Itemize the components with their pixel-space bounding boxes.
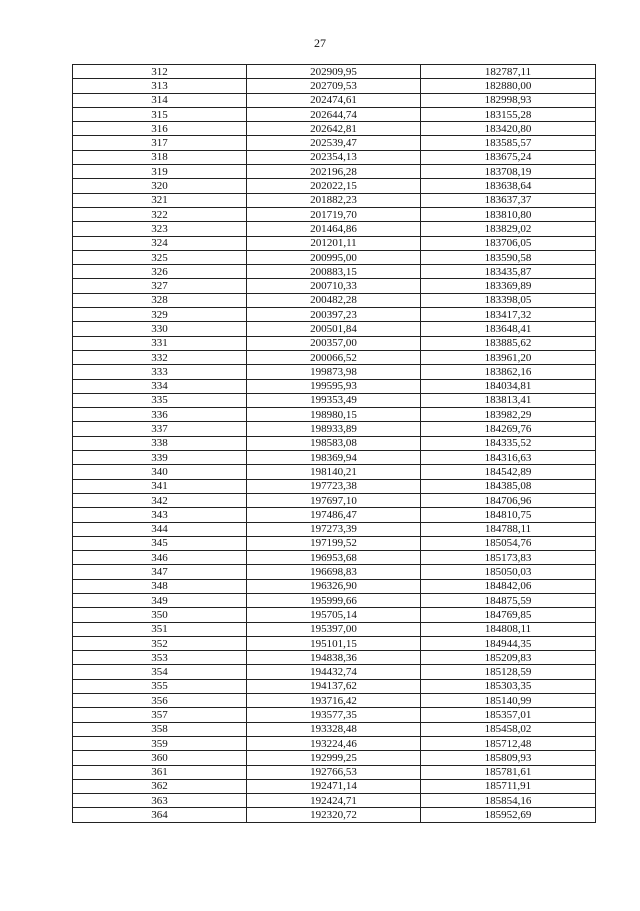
table-row: [73, 579, 596, 593]
table-row: [73, 393, 596, 407]
x-coordinate-cell: 201464,86: [247, 222, 421, 236]
point-number-cell: 331: [73, 336, 247, 350]
x-coordinate-cell: 202539,47: [247, 136, 421, 150]
point-number-cell: 363: [73, 794, 247, 808]
table-row: [73, 651, 596, 665]
table-row: [73, 207, 596, 221]
x-coordinate-cell: 194137,62: [247, 679, 421, 693]
table-row: [73, 679, 596, 693]
y-coordinate-cell: 185140,99: [421, 694, 596, 708]
point-number-cell: 336: [73, 408, 247, 422]
point-number-cell: 361: [73, 765, 247, 779]
point-number-cell: 350: [73, 608, 247, 622]
table-row: [73, 508, 596, 522]
table-row: [73, 308, 596, 322]
table-row: [73, 379, 596, 393]
table-row: [73, 150, 596, 164]
y-coordinate-cell: 183813,41: [421, 393, 596, 407]
y-coordinate-cell: 183435,87: [421, 265, 596, 279]
table-row: [73, 751, 596, 765]
point-number-cell: 323: [73, 222, 247, 236]
x-coordinate-cell: 201719,70: [247, 207, 421, 221]
point-number-cell: 349: [73, 593, 247, 607]
point-number-cell: 351: [73, 622, 247, 636]
table-row: [73, 107, 596, 121]
point-number-cell: 360: [73, 751, 247, 765]
x-coordinate-cell: 194838,36: [247, 651, 421, 665]
x-coordinate-cell: 192424,71: [247, 794, 421, 808]
x-coordinate-cell: 194432,74: [247, 665, 421, 679]
x-coordinate-cell: 198933,89: [247, 422, 421, 436]
x-coordinate-cell: 195999,66: [247, 593, 421, 607]
y-coordinate-cell: 183829,02: [421, 222, 596, 236]
table-row: [73, 665, 596, 679]
y-coordinate-cell: 183675,24: [421, 150, 596, 164]
table-row: [73, 722, 596, 736]
x-coordinate-cell: 195397,00: [247, 622, 421, 636]
point-number-cell: 339: [73, 451, 247, 465]
y-coordinate-cell: 183638,64: [421, 179, 596, 193]
table-row: [73, 694, 596, 708]
point-number-cell: 359: [73, 736, 247, 750]
x-coordinate-cell: 199595,93: [247, 379, 421, 393]
table-row: [73, 365, 596, 379]
y-coordinate-cell: 183369,89: [421, 279, 596, 293]
point-number-cell: 357: [73, 708, 247, 722]
table-row: [73, 493, 596, 507]
y-coordinate-cell: 183648,41: [421, 322, 596, 336]
point-number-cell: 315: [73, 107, 247, 121]
point-number-cell: 321: [73, 193, 247, 207]
x-coordinate-cell: 196953,68: [247, 551, 421, 565]
point-number-cell: 325: [73, 250, 247, 264]
x-coordinate-cell: 193716,42: [247, 694, 421, 708]
point-number-cell: 358: [73, 722, 247, 736]
y-coordinate-cell: 183862,16: [421, 365, 596, 379]
y-coordinate-cell: 185173,83: [421, 551, 596, 565]
x-coordinate-cell: 200883,15: [247, 265, 421, 279]
y-coordinate-cell: 184316,63: [421, 451, 596, 465]
y-coordinate-cell: 184808,11: [421, 622, 596, 636]
point-number-cell: 356: [73, 694, 247, 708]
y-coordinate-cell: 182787,11: [421, 65, 596, 79]
point-number-cell: 324: [73, 236, 247, 250]
point-number-cell: 345: [73, 536, 247, 550]
x-coordinate-cell: 193577,35: [247, 708, 421, 722]
point-number-cell: 344: [73, 522, 247, 536]
table-row: [73, 336, 596, 350]
table-row: [73, 322, 596, 336]
y-coordinate-cell: 183637,37: [421, 193, 596, 207]
table-row: [73, 79, 596, 93]
coordinates-table: [72, 64, 596, 823]
x-coordinate-cell: 199873,98: [247, 365, 421, 379]
y-coordinate-cell: 184385,08: [421, 479, 596, 493]
x-coordinate-cell: 198140,21: [247, 465, 421, 479]
x-coordinate-cell: 197723,38: [247, 479, 421, 493]
point-number-cell: 313: [73, 79, 247, 93]
table-row: [73, 265, 596, 279]
x-coordinate-cell: 202196,28: [247, 165, 421, 179]
table-row: [73, 608, 596, 622]
point-number-cell: 340: [73, 465, 247, 479]
table-row: [73, 736, 596, 750]
table-row: [73, 436, 596, 450]
point-number-cell: 364: [73, 808, 247, 822]
point-number-cell: 334: [73, 379, 247, 393]
y-coordinate-cell: 185303,35: [421, 679, 596, 693]
point-number-cell: 328: [73, 293, 247, 307]
x-coordinate-cell: 192766,53: [247, 765, 421, 779]
table-row: [73, 350, 596, 364]
x-coordinate-cell: 202642,81: [247, 122, 421, 136]
y-coordinate-cell: 183708,19: [421, 165, 596, 179]
table-row: [73, 236, 596, 250]
x-coordinate-cell: 200397,23: [247, 308, 421, 322]
x-coordinate-cell: 200995,00: [247, 250, 421, 264]
x-coordinate-cell: 202022,15: [247, 179, 421, 193]
table-row: [73, 551, 596, 565]
y-coordinate-cell: 183706,05: [421, 236, 596, 250]
x-coordinate-cell: 200066,52: [247, 350, 421, 364]
coordinates-table-body: [73, 65, 596, 823]
y-coordinate-cell: 184769,85: [421, 608, 596, 622]
point-number-cell: 319: [73, 165, 247, 179]
y-coordinate-cell: 184542,89: [421, 465, 596, 479]
point-number-cell: 330: [73, 322, 247, 336]
x-coordinate-cell: 198583,08: [247, 436, 421, 450]
point-number-cell: 343: [73, 508, 247, 522]
y-coordinate-cell: 185711,91: [421, 779, 596, 793]
table-row: [73, 479, 596, 493]
table-row: [73, 779, 596, 793]
point-number-cell: 320: [73, 179, 247, 193]
point-number-cell: 355: [73, 679, 247, 693]
table-row: [73, 536, 596, 550]
x-coordinate-cell: 200501,84: [247, 322, 421, 336]
y-coordinate-cell: 184875,59: [421, 593, 596, 607]
point-number-cell: 318: [73, 150, 247, 164]
point-number-cell: 317: [73, 136, 247, 150]
x-coordinate-cell: 192999,25: [247, 751, 421, 765]
y-coordinate-cell: 183885,62: [421, 336, 596, 350]
x-coordinate-cell: 197273,39: [247, 522, 421, 536]
table-row: [73, 279, 596, 293]
y-coordinate-cell: 185209,83: [421, 651, 596, 665]
x-coordinate-cell: 196326,90: [247, 579, 421, 593]
y-coordinate-cell: 184788,11: [421, 522, 596, 536]
x-coordinate-cell: 196698,83: [247, 565, 421, 579]
point-number-cell: 341: [73, 479, 247, 493]
x-coordinate-cell: 193224,46: [247, 736, 421, 750]
x-coordinate-cell: 197486,47: [247, 508, 421, 522]
y-coordinate-cell: 183982,29: [421, 408, 596, 422]
point-number-cell: 353: [73, 651, 247, 665]
x-coordinate-cell: 198980,15: [247, 408, 421, 422]
y-coordinate-cell: 183961,20: [421, 350, 596, 364]
table-row: [73, 465, 596, 479]
table-row: [73, 451, 596, 465]
point-number-cell: 347: [73, 565, 247, 579]
table-row: [73, 522, 596, 536]
point-number-cell: 342: [73, 493, 247, 507]
point-number-cell: 333: [73, 365, 247, 379]
x-coordinate-cell: 197697,10: [247, 493, 421, 507]
point-number-cell: 335: [73, 393, 247, 407]
y-coordinate-cell: 185050,03: [421, 565, 596, 579]
y-coordinate-cell: 185781,61: [421, 765, 596, 779]
x-coordinate-cell: 202709,53: [247, 79, 421, 93]
x-coordinate-cell: 202354,13: [247, 150, 421, 164]
table-row: [73, 422, 596, 436]
table-row: [73, 179, 596, 193]
x-coordinate-cell: 192471,14: [247, 779, 421, 793]
table-row: [73, 193, 596, 207]
table-row: [73, 593, 596, 607]
y-coordinate-cell: 185458,02: [421, 722, 596, 736]
y-coordinate-cell: 184842,06: [421, 579, 596, 593]
table-row: [73, 622, 596, 636]
y-coordinate-cell: 183398,05: [421, 293, 596, 307]
table-row: [73, 794, 596, 808]
y-coordinate-cell: 184944,35: [421, 636, 596, 650]
point-number-cell: 332: [73, 350, 247, 364]
x-coordinate-cell: 195101,15: [247, 636, 421, 650]
x-coordinate-cell: 201201,11: [247, 236, 421, 250]
point-number-cell: 322: [73, 207, 247, 221]
table-row: [73, 408, 596, 422]
point-number-cell: 314: [73, 93, 247, 107]
table-row: [73, 136, 596, 150]
x-coordinate-cell: 200357,00: [247, 336, 421, 350]
y-coordinate-cell: 185854,16: [421, 794, 596, 808]
x-coordinate-cell: 199353,49: [247, 393, 421, 407]
table-row: [73, 565, 596, 579]
table-row: [73, 165, 596, 179]
table-row: [73, 222, 596, 236]
table-row: [73, 765, 596, 779]
point-number-cell: 362: [73, 779, 247, 793]
page-number: 27: [314, 36, 326, 50]
y-coordinate-cell: 185712,48: [421, 736, 596, 750]
y-coordinate-cell: 184269,76: [421, 422, 596, 436]
point-number-cell: 327: [73, 279, 247, 293]
y-coordinate-cell: 185357,01: [421, 708, 596, 722]
point-number-cell: 352: [73, 636, 247, 650]
point-number-cell: 337: [73, 422, 247, 436]
x-coordinate-cell: 200710,33: [247, 279, 421, 293]
point-number-cell: 316: [73, 122, 247, 136]
y-coordinate-cell: 184034,81: [421, 379, 596, 393]
x-coordinate-cell: 195705,14: [247, 608, 421, 622]
y-coordinate-cell: 183585,57: [421, 136, 596, 150]
y-coordinate-cell: 183590,58: [421, 250, 596, 264]
point-number-cell: 312: [73, 65, 247, 79]
y-coordinate-cell: 183417,32: [421, 308, 596, 322]
y-coordinate-cell: 185128,59: [421, 665, 596, 679]
x-coordinate-cell: 202474,61: [247, 93, 421, 107]
y-coordinate-cell: 184706,96: [421, 493, 596, 507]
table-row: [73, 65, 596, 79]
y-coordinate-cell: 184335,52: [421, 436, 596, 450]
table-row: [73, 293, 596, 307]
y-coordinate-cell: 184810,75: [421, 508, 596, 522]
y-coordinate-cell: 183420,80: [421, 122, 596, 136]
x-coordinate-cell: 202909,95: [247, 65, 421, 79]
y-coordinate-cell: 185054,76: [421, 536, 596, 550]
x-coordinate-cell: 197199,52: [247, 536, 421, 550]
x-coordinate-cell: 201882,23: [247, 193, 421, 207]
table-row: [73, 93, 596, 107]
point-number-cell: 329: [73, 308, 247, 322]
y-coordinate-cell: 182880,00: [421, 79, 596, 93]
y-coordinate-cell: 183810,80: [421, 207, 596, 221]
y-coordinate-cell: 185952,69: [421, 808, 596, 822]
y-coordinate-cell: 183155,28: [421, 107, 596, 121]
y-coordinate-cell: 182998,93: [421, 93, 596, 107]
table-row: [73, 808, 596, 822]
x-coordinate-cell: 198369,94: [247, 451, 421, 465]
table-row: [73, 708, 596, 722]
x-coordinate-cell: 200482,28: [247, 293, 421, 307]
point-number-cell: 354: [73, 665, 247, 679]
point-number-cell: 346: [73, 551, 247, 565]
x-coordinate-cell: 193328,48: [247, 722, 421, 736]
point-number-cell: 326: [73, 265, 247, 279]
point-number-cell: 338: [73, 436, 247, 450]
point-number-cell: 348: [73, 579, 247, 593]
table-row: [73, 250, 596, 264]
table-row: [73, 122, 596, 136]
x-coordinate-cell: 192320,72: [247, 808, 421, 822]
y-coordinate-cell: 185809,93: [421, 751, 596, 765]
x-coordinate-cell: 202644,74: [247, 107, 421, 121]
table-row: [73, 636, 596, 650]
